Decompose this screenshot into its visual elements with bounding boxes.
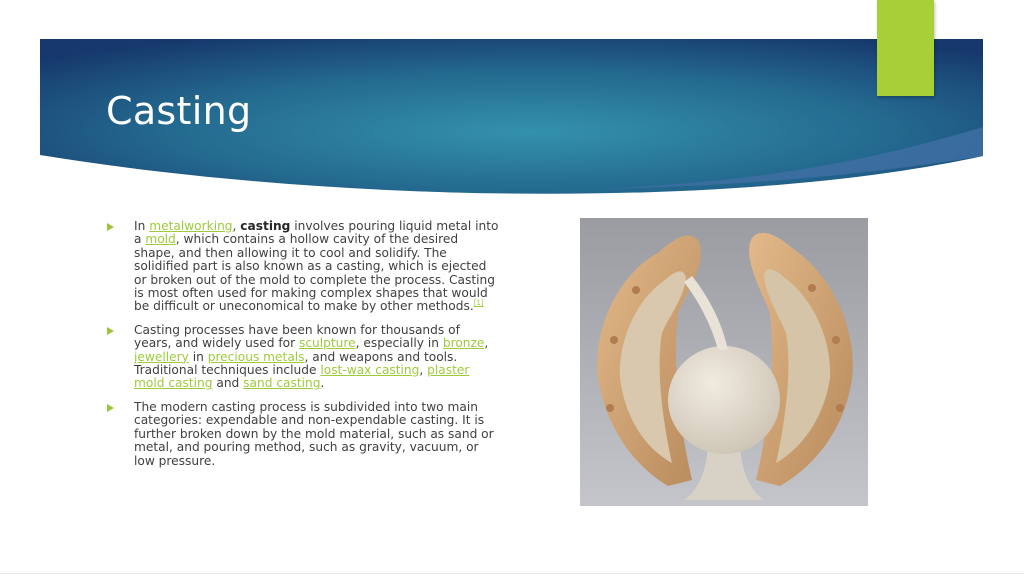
bullet-item <box>106 324 501 391</box>
text-run: , <box>419 363 428 378</box>
text-run: , and weapons and tools. Traditional techniques include <box>134 349 458 378</box>
text-link[interactable]: jewellery <box>134 349 189 364</box>
text-run: , <box>232 219 241 233</box>
slide-title: Casting <box>106 89 252 133</box>
slide-bottom-border <box>0 573 1024 574</box>
text-run: , which contains a hollow cavity of the desired shape, and then allowing it to cool and solidify. The solidified part is also known as a casting, which is ejected or broken out of the mold to complete the process. Casting is most often used for making complex shapes that would be difficult or uneconomical to make by other methods. <box>134 232 495 314</box>
text-link[interactable]: mold <box>145 232 176 247</box>
text-run: In <box>134 219 150 233</box>
bullet-item <box>106 220 501 314</box>
text-run: Casting processes have been known for thousands of years, and widely used for <box>134 322 460 351</box>
text-run: The modern casting process is subdivided into two main categories: expendable and non-expendable casting. It is further broken down by the mold material, such as sand or metal, and pouring method, such as gravity, vacuum, or low pressure. <box>134 399 494 468</box>
text-link[interactable]: sculpture <box>298 336 356 351</box>
text-run: and <box>212 376 244 391</box>
text-run: involves pouring liquid metal into a <box>134 219 499 247</box>
text-run: in <box>188 349 208 364</box>
text-run: , <box>484 336 489 351</box>
citation-link[interactable]: [1] <box>473 299 484 308</box>
text-run: . <box>320 376 325 391</box>
triangle-bullet-icon <box>107 223 114 231</box>
triangle-bullet-icon <box>107 327 114 335</box>
text-run: , especially in <box>355 336 443 351</box>
bullet-list <box>106 220 501 478</box>
text-link[interactable]: lost-wax casting <box>320 363 420 378</box>
casting-mold-photo <box>580 218 868 506</box>
text-link[interactable]: precious metals <box>207 349 305 364</box>
bullet-text <box>134 400 494 468</box>
triangle-bullet-icon <box>107 404 114 412</box>
bullet-item <box>106 401 501 468</box>
text-link[interactable]: sand casting <box>243 376 321 391</box>
bullet-text <box>134 219 498 313</box>
accent-tab <box>877 0 934 96</box>
bold-term: casting <box>240 219 291 233</box>
text-link[interactable]: bronze <box>442 336 485 351</box>
text-link[interactable]: plaster mold casting <box>134 363 470 391</box>
text-link[interactable]: metalworking <box>149 219 233 233</box>
bullet-text <box>134 323 488 391</box>
